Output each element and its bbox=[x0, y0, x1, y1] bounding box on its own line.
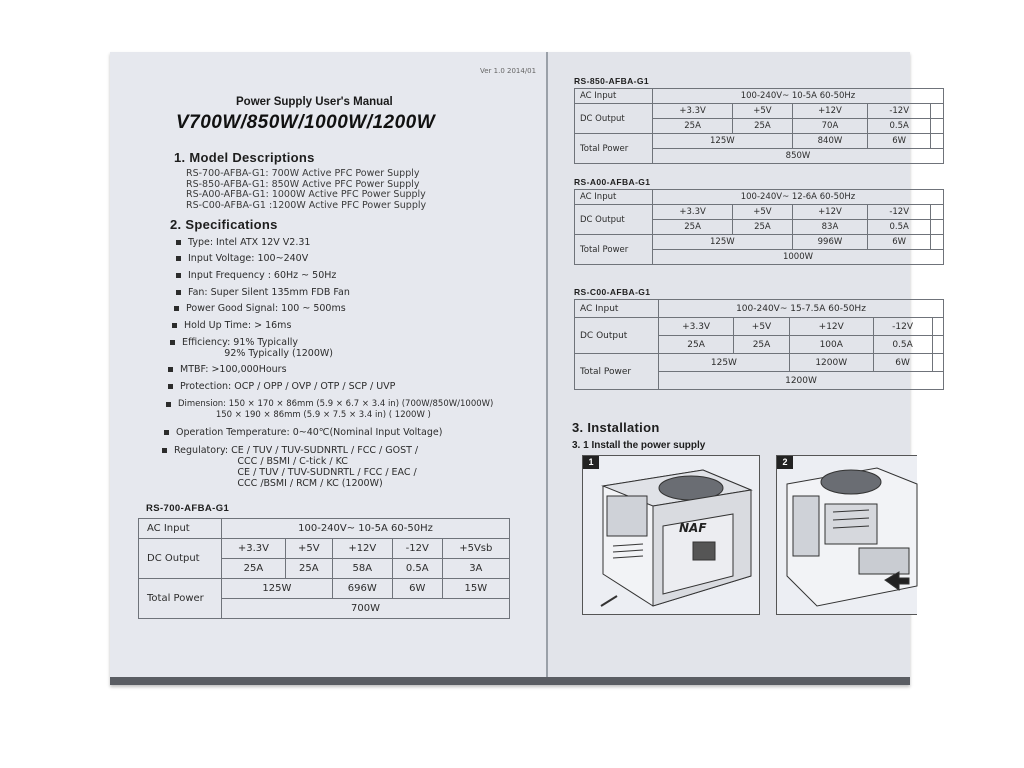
table-cell: +12V bbox=[789, 318, 873, 336]
table-cell: 15W bbox=[442, 579, 509, 599]
table-title-1000: RS-A00-AFBA-G1 bbox=[574, 177, 651, 187]
table-cell: +5V bbox=[733, 205, 793, 220]
table-cell: Total Power bbox=[575, 354, 659, 390]
table-cell: 700W bbox=[222, 599, 510, 619]
table-cell: 100-240V~ 15-7.5A 60-50Hz bbox=[659, 300, 944, 318]
bullet-icon bbox=[162, 448, 167, 453]
table-title-1200: RS-C00-AFBA-G1 bbox=[574, 287, 651, 297]
section-specifications-heading: 2. Specifications bbox=[170, 217, 278, 232]
bullet-icon bbox=[170, 340, 175, 345]
table-cell: 850W bbox=[653, 149, 944, 164]
section-installation-heading: 3. Installation bbox=[572, 420, 660, 435]
model-line: RS-A00-AFBA-G1: 1000W Active PFC Power Supply bbox=[186, 189, 426, 200]
spec-item: Hold Up Time: > 16ms bbox=[172, 320, 291, 331]
spec-item: Operation Temperature: 0~40℃(Nominal Input Voltage) bbox=[164, 427, 442, 438]
table-cell: +12V bbox=[792, 205, 868, 220]
table-cell: +12V bbox=[792, 104, 868, 119]
table-cell: 125W bbox=[653, 235, 793, 250]
manual-title: Power Supply User's Manual bbox=[236, 96, 393, 108]
table-cell: 70A bbox=[792, 119, 868, 134]
spec-item: Input Frequency : 60Hz ~ 50Hz bbox=[176, 270, 336, 281]
table-cell: Total Power bbox=[139, 579, 222, 619]
spec-item: Efficiency: 91% Typically 92% Typically (1200W) bbox=[170, 337, 333, 359]
figure-number: 2 bbox=[777, 456, 793, 469]
table-cell: 25A bbox=[653, 119, 733, 134]
spec-item: Input Voltage: 100~240V bbox=[176, 253, 308, 264]
table-cell: 25A bbox=[653, 220, 733, 235]
table-cell: 100-240V~ 10-5A 60-50Hz bbox=[653, 89, 944, 104]
spec-item: Power Good Signal: 100 ~ 500ms bbox=[174, 303, 346, 314]
table-cell: 125W bbox=[653, 134, 793, 149]
model-descriptions-list bbox=[186, 169, 426, 211]
bullet-icon bbox=[164, 430, 169, 435]
table-cell: DC Output bbox=[575, 318, 659, 354]
table-cell: 6W bbox=[868, 235, 931, 250]
table-cell: +5V bbox=[285, 539, 332, 559]
spec-item: Regulatory: CE / TUV / TUV-SUDNRTL / FCC / GOST / CCC / BSMI / C-tick / KC CE / TUV / TUV-SUDNRTL / FCC / EAC / CCC /BSMI / RCM / KC (1200W) bbox=[162, 445, 418, 489]
table-cell: +3.3V bbox=[653, 104, 733, 119]
spec-table-1200 bbox=[574, 299, 944, 390]
bullet-icon bbox=[166, 402, 171, 407]
table-cell: +12V bbox=[332, 539, 392, 559]
model-line: RS-700-AFBA-G1: 700W Active PFC Power Supply bbox=[186, 168, 420, 179]
table-cell: 0.5A bbox=[392, 559, 442, 579]
table-cell: 58A bbox=[332, 559, 392, 579]
table-title-700: RS-700-AFBA-G1 bbox=[146, 503, 230, 514]
table-cell: 996W bbox=[792, 235, 868, 250]
bullet-icon bbox=[176, 256, 181, 261]
spec-table-850 bbox=[574, 88, 944, 164]
model-line: RS-C00-AFBA-G1 :1200W Active PFC Power Supply bbox=[186, 199, 427, 211]
table-cell: 696W bbox=[332, 579, 392, 599]
table-cell: AC Input bbox=[139, 519, 222, 539]
spec-item: Dimension: 150 × 170 × 86mm (5.9 × 6.7 × 3.4 in) (700W/850W/1000W) 150 × 190 × 86mm (5.9 × 7.5 × 3.4 in) ( 1200W ) bbox=[166, 399, 493, 421]
bullet-icon bbox=[176, 273, 181, 278]
table-cell: 25A bbox=[222, 559, 286, 579]
bullet-icon bbox=[176, 290, 181, 295]
table-cell: Total Power bbox=[575, 134, 653, 164]
table-cell: AC Input bbox=[575, 89, 653, 104]
table-cell bbox=[931, 119, 944, 134]
table-cell bbox=[931, 235, 944, 250]
table-cell: +3.3V bbox=[653, 205, 733, 220]
table-cell bbox=[932, 336, 943, 354]
bullet-icon bbox=[174, 306, 179, 311]
install-figure-2 bbox=[776, 455, 917, 615]
bullet-icon bbox=[168, 367, 173, 372]
table-cell: Total Power bbox=[575, 235, 653, 265]
table-cell: 100A bbox=[789, 336, 873, 354]
table-cell: 125W bbox=[659, 354, 790, 372]
table-cell: AC Input bbox=[575, 300, 659, 318]
table-cell: 3A bbox=[442, 559, 509, 579]
spec-table-1000 bbox=[574, 189, 944, 265]
table-cell: DC Output bbox=[139, 539, 222, 579]
table-cell bbox=[931, 220, 944, 235]
table-cell: 100-240V~ 12-6A 60-50Hz bbox=[653, 190, 944, 205]
table-cell: +3.3V bbox=[222, 539, 286, 559]
figure-number: 1 bbox=[583, 456, 599, 469]
table-cell: +5V bbox=[734, 318, 790, 336]
table-cell: -12V bbox=[873, 318, 932, 336]
table-cell: +5V bbox=[733, 104, 793, 119]
left-page bbox=[110, 52, 547, 677]
spec-item: Fan: Super Silent 135mm FDB Fan bbox=[176, 287, 350, 298]
table-cell: AC Input bbox=[575, 190, 653, 205]
table-cell: 1200W bbox=[659, 372, 944, 390]
bullet-icon bbox=[176, 240, 181, 245]
table-cell: -12V bbox=[868, 104, 931, 119]
pc-case-illustration-2 bbox=[777, 456, 917, 614]
table-cell: 25A bbox=[734, 336, 790, 354]
table-cell bbox=[932, 318, 943, 336]
pc-case-illustration-1 bbox=[583, 456, 759, 614]
version-label: Ver 1.0 2014/01 bbox=[480, 67, 537, 75]
table-cell: 1200W bbox=[789, 354, 873, 372]
install-figure-1 bbox=[582, 455, 760, 615]
table-cell: 6W bbox=[873, 354, 932, 372]
manual-booklet bbox=[110, 52, 913, 685]
table-cell bbox=[932, 354, 943, 372]
case-logo-text: NAF bbox=[679, 521, 707, 535]
table-cell: 1000W bbox=[653, 250, 944, 265]
table-cell: 0.5A bbox=[868, 119, 931, 134]
table-cell: 6W bbox=[868, 134, 931, 149]
right-page bbox=[548, 52, 913, 677]
table-cell: 125W bbox=[222, 579, 333, 599]
table-cell: 83A bbox=[792, 220, 868, 235]
table-cell bbox=[931, 205, 944, 220]
spec-table-700 bbox=[138, 518, 510, 619]
table-cell: -12V bbox=[392, 539, 442, 559]
model-line: RS-850-AFBA-G1: 850W Active PFC Power Supply bbox=[186, 178, 420, 190]
bullet-icon bbox=[168, 384, 173, 389]
spec-item: Type: Intel ATX 12V V2.31 bbox=[176, 237, 310, 248]
bullet-icon bbox=[172, 323, 177, 328]
table-cell: 100-240V~ 10-5A 60-50Hz bbox=[222, 519, 510, 539]
table-title-850: RS-850-AFBA-G1 bbox=[574, 76, 650, 86]
table-cell: 0.5A bbox=[868, 220, 931, 235]
table-cell: DC Output bbox=[575, 104, 653, 134]
table-cell bbox=[931, 104, 944, 119]
table-cell: 0.5A bbox=[873, 336, 932, 354]
table-cell bbox=[931, 134, 944, 149]
manual-models: V700W/850W/1000W/1200W bbox=[176, 112, 436, 133]
table-cell: 6W bbox=[392, 579, 442, 599]
section-model-descriptions-heading: 1. Model Descriptions bbox=[174, 150, 315, 165]
table-cell: 840W bbox=[792, 134, 868, 149]
table-cell: +3.3V bbox=[659, 318, 734, 336]
table-cell: -12V bbox=[868, 205, 931, 220]
table-cell: 25A bbox=[733, 119, 793, 134]
table-cell: DC Output bbox=[575, 205, 653, 235]
table-cell: 25A bbox=[659, 336, 734, 354]
table-cell: 25A bbox=[285, 559, 332, 579]
spec-item: MTBF: >100,000Hours bbox=[168, 364, 287, 375]
spec-item: Protection: OCP / OPP / OVP / OTP / SCP / UVP bbox=[168, 381, 395, 392]
table-cell: 25A bbox=[733, 220, 793, 235]
section-install-psu-subheading: 3. 1 Install the power supply bbox=[572, 440, 706, 451]
table-cell: +5Vsb bbox=[442, 539, 509, 559]
